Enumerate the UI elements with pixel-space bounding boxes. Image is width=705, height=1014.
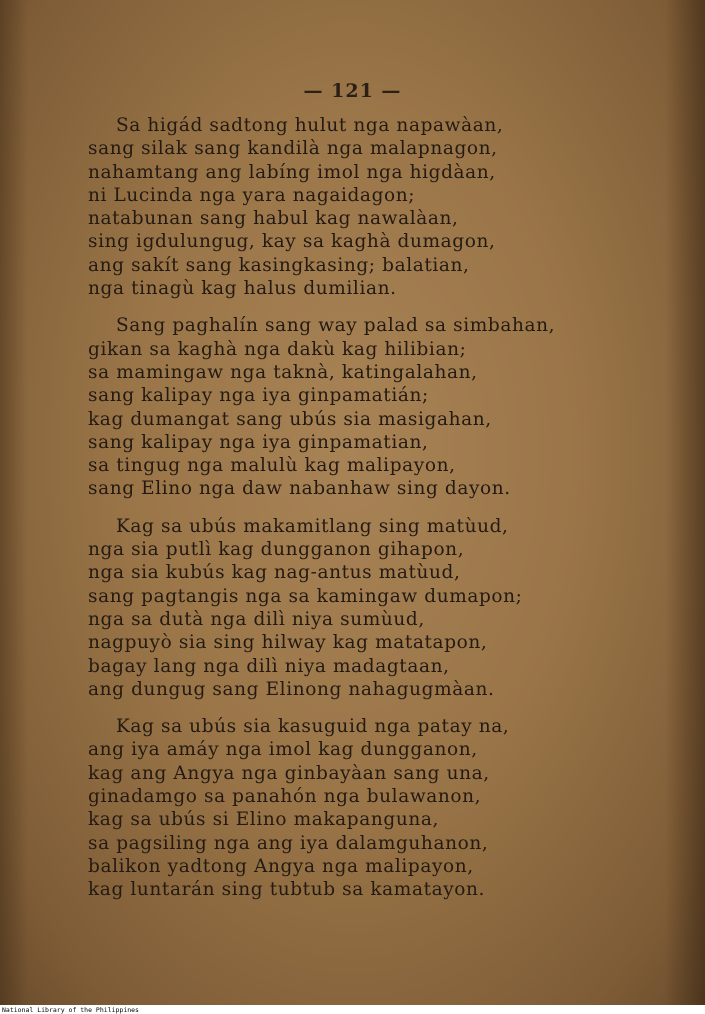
poem-line: nagpuyò sia sing hilway kag matatapon, <box>88 632 488 654</box>
poem-line: ang iya amáy nga imol kag dungganon, <box>88 739 478 761</box>
poem-line: bagay lang nga dilì niya madagtaan, <box>88 655 450 677</box>
poem-line: ginadamgo sa panahón nga bulawanon, <box>88 786 482 808</box>
stanza-4 <box>88 715 608 901</box>
poem-line: kag luntarán sing tubtub sa kamatayon. <box>88 879 486 901</box>
poem-line: ang dungug sang Elinong nahagugmàan. <box>88 678 495 700</box>
poem-line: sa tingug nga malulù kag malipayon, <box>88 455 456 477</box>
poem-line: Sa higád sadtong hulut nga napawàan, <box>116 115 504 136</box>
library-credit: National Library of the Philippines <box>2 1006 139 1014</box>
poem-line: Kag sa ubús sia kasuguid nga patay na, <box>116 716 510 738</box>
poem-text <box>88 114 608 916</box>
poem-line: Kag sa ubús makamitlang sing matùud, <box>116 515 509 537</box>
poem-line: natabunan sang habul kag nawalàan, <box>88 208 459 230</box>
poem-line: kag ang Angya nga ginbayàan sang una, <box>88 762 490 784</box>
poem-line: sang pagtangis nga sa kamingaw dumapon; <box>88 585 523 607</box>
poem-line: ang sakít sang kasingkasing; balatian, <box>88 254 470 276</box>
stanza-2 <box>88 314 608 500</box>
poem-line: sang Elino nga daw nabanhaw sing dayon. <box>88 478 511 500</box>
poem-line: kag sa ubús si Elino makapanguna, <box>88 809 439 831</box>
poem-line: sang silak sang kandilà nga malapnagon, <box>88 138 498 160</box>
poem-line: sing igdulungug, kay sa kaghà dumagon, <box>88 231 496 253</box>
poem-line: nga tinagù kag halus dumilian. <box>88 278 397 300</box>
poem-line: sang kalipay nga iya ginpamatian, <box>88 431 429 453</box>
stanza-3 <box>88 515 608 701</box>
poem-line: nga sa dutà nga dilì niya sumùud, <box>88 608 425 630</box>
poem-line: sa pagsiling nga ang iya dalamguhanon, <box>88 832 489 854</box>
page-number: — 121 — <box>303 80 402 102</box>
poem-line: ni Lucinda nga yara nagaidagon; <box>88 184 416 206</box>
poem-line: gikan sa kaghà nga dakù kag hilibian; <box>88 338 467 360</box>
poem-line: Sang paghalín sang way palad sa simbahan, <box>116 315 556 337</box>
poem-line: nahamtang ang labíng imol nga higdàan, <box>88 161 496 183</box>
poem-line: kag dumangat sang ubús sia masigahan, <box>88 408 492 430</box>
poem-line: sa mamingaw nga taknà, katingalahan, <box>88 361 478 383</box>
poem-line: sang kalipay nga iya ginpamatián; <box>88 385 429 407</box>
poem-line: balikon yadtong Angya nga malipayon, <box>88 855 474 877</box>
stanza-1 <box>88 114 608 300</box>
poem-line: nga sia putlì kag dungganon gihapon, <box>88 539 465 561</box>
poem-line: nga sia kubús kag nag-antus matùud, <box>88 562 461 584</box>
